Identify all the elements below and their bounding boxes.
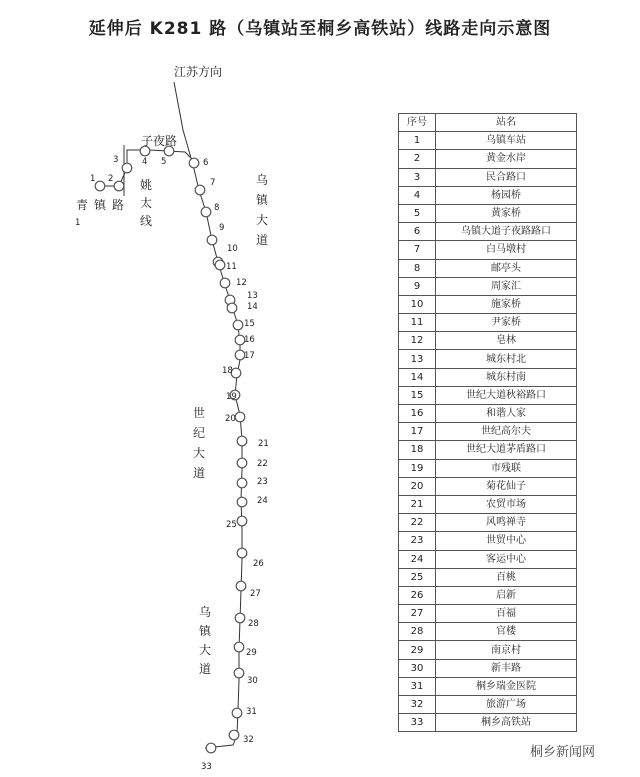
table-row [399,277,577,295]
station-seq: 31 [399,677,436,695]
road-label-yaotai: 姚太线 [140,178,153,228]
station-seq: 7 [399,241,436,259]
station-seq: 15 [399,386,436,404]
station-marker [237,458,247,468]
station-marker [227,303,237,313]
station-marker [201,207,211,217]
station-number-label: 26 [253,559,264,569]
station-name: 桐乡瑞金医院 [436,677,577,695]
station-marker [237,436,247,446]
station-number-label: 23 [257,477,268,487]
station-number-label: 5 [161,157,167,167]
station-number-label: 27 [250,589,261,599]
station-marker [229,730,239,740]
station-seq: 10 [399,295,436,313]
table-row [399,314,577,332]
station-seq: 30 [399,659,436,677]
table-row [399,368,577,386]
station-number-label: 33 [201,762,212,772]
station-name: 百桃 [436,568,577,586]
station-marker [237,548,247,558]
station-marker [233,320,243,330]
station-number-label: 31 [246,707,257,717]
station-number-label: 1 [90,174,96,184]
station-seq: 21 [399,495,436,513]
table-row [399,150,577,168]
station-name: 世贸中心 [436,532,577,550]
station-name: 新丰路 [436,659,577,677]
station-marker [235,613,245,623]
station-seq: 8 [399,259,436,277]
station-name: 官楼 [436,623,577,641]
table-row [399,514,577,532]
station-name: 杨园桥 [436,186,577,204]
station-name: 风鸣禅寺 [436,514,577,532]
table-row [399,477,577,495]
station-name: 周家汇 [436,277,577,295]
station-number-label: 9 [219,223,225,233]
station-marker [215,260,225,270]
table-row [399,677,577,695]
station-name: 白马墩村 [436,241,577,259]
station-name: 世纪大道秋裕路口 [436,386,577,404]
table-row [399,659,577,677]
station-table [398,113,577,732]
station-number-label: 18 [222,366,233,376]
table-row [399,441,577,459]
station-number-label: 2 [108,174,114,184]
station-number-label: 13 [247,291,258,301]
station-name: 民合路口 [436,168,577,186]
station-seq: 26 [399,586,436,604]
station-number-label: 4 [142,157,148,167]
station-seq: 1 [399,132,436,150]
station-seq: 18 [399,441,436,459]
station-seq: 17 [399,423,436,441]
station-seq: 3 [399,168,436,186]
table-row [399,223,577,241]
station-seq: 4 [399,186,436,204]
direction-label: 江苏方向 [174,65,223,79]
table-row [399,586,577,604]
station-name: 桐乡高铁站 [436,714,577,732]
station-marker [195,185,205,195]
table-row [399,332,577,350]
station-number-label: 12 [236,278,247,288]
station-marker [237,497,247,507]
station-marker [114,181,124,191]
station-number-label: 7 [210,178,216,188]
station-marker [220,278,230,288]
col-header-seq: 序号 [399,114,436,132]
table-row [399,405,577,423]
station-number-label: 29 [246,648,257,658]
station-marker [237,516,247,526]
station-marker [189,158,199,168]
table-row [399,495,577,513]
table-row [399,168,577,186]
table-row [399,623,577,641]
station-name: 黄金水岸 [436,150,577,168]
station-marker [122,163,132,173]
station-name: 尹家桥 [436,314,577,332]
station-marker [236,581,246,591]
station-name: 邮亭头 [436,259,577,277]
road-label-ziye: 子夜路 [141,134,178,148]
station-name: 世纪高尔夫 [436,423,577,441]
col-header-name: 站名 [436,114,577,132]
table-row [399,641,577,659]
station-seq: 19 [399,459,436,477]
table-row [399,241,577,259]
station-seq: 28 [399,623,436,641]
station-number-label: 28 [248,619,259,629]
station-seq: 11 [399,314,436,332]
station-seq: 25 [399,568,436,586]
station-number-label: 3 [113,155,119,165]
road-label-wuzhen-lower: 乌镇大道 [199,605,212,676]
station-seq: 27 [399,605,436,623]
station-seq: 2 [399,150,436,168]
road-label-qingzhen: 青 镇 路 [76,198,125,212]
station-seq: 5 [399,204,436,222]
table-row [399,605,577,623]
watermark: 桐乡新闻网 [527,741,598,760]
station-name: 百福 [436,605,577,623]
table-row [399,568,577,586]
road-label-wuzhen-upper: 乌镇大道 [256,173,269,247]
table-row [399,696,577,714]
station-seq: 29 [399,641,436,659]
station-marker [95,181,105,191]
table-row [399,204,577,222]
table-row [399,350,577,368]
road-label-shiji: 世纪大道 [193,406,206,480]
table-header-row [399,114,577,132]
station-seq: 24 [399,550,436,568]
station-number-label: 11 [226,262,237,272]
station-marker [235,412,245,422]
station-name: 施家桥 [436,295,577,313]
station-number-label: 14 [247,302,258,312]
station-name: 城东村南 [436,368,577,386]
station-marker [232,708,242,718]
station-name: 皂林 [436,332,577,350]
table-row [399,259,577,277]
station-number-label: 10 [227,244,238,254]
station-number-label: 24 [257,496,268,506]
station-number-label: 19 [226,392,237,402]
station-seq: 22 [399,514,436,532]
station-number-label: 22 [257,459,268,469]
station-name: 乌镇车站 [436,132,577,150]
station-name: 农贸市场 [436,495,577,513]
station-seq: 14 [399,368,436,386]
table-row [399,295,577,313]
station-number-label: 1 [75,218,81,228]
station-number-label: 8 [214,203,220,213]
station-seq: 33 [399,714,436,732]
station-seq: 6 [399,223,436,241]
station-marker [237,478,247,488]
station-marker [234,642,244,652]
table-row [399,423,577,441]
table-row [399,550,577,568]
table-row [399,532,577,550]
table-row [399,459,577,477]
station-seq: 9 [399,277,436,295]
station-name: 旅游广场 [436,696,577,714]
station-number-label: 17 [244,351,255,361]
station-name: 菊花仙子 [436,477,577,495]
station-name: 乌镇大道子夜路路口 [436,223,577,241]
station-seq: 32 [399,696,436,714]
station-name: 黄家桥 [436,204,577,222]
station-seq: 16 [399,405,436,423]
station-seq: 12 [399,332,436,350]
station-seq: 13 [399,350,436,368]
page-title: 延伸后 K281 路（乌镇站至桐乡高铁站）线路走向示意图 [88,19,552,39]
table-row [399,714,577,732]
station-name: 世纪大道茅盾路口 [436,441,577,459]
station-name: 城东村北 [436,350,577,368]
station-number-label: 15 [244,319,255,329]
station-name: 启新 [436,586,577,604]
station-seq: 23 [399,532,436,550]
station-name: 南京村 [436,641,577,659]
station-seq: 20 [399,477,436,495]
station-name: 和谐人家 [436,405,577,423]
table-row [399,386,577,404]
station-name: 客运中心 [436,550,577,568]
station-marker [207,235,217,245]
station-number-label: 6 [203,158,209,168]
station-number-label: 25 [226,520,237,530]
station-number-label: 21 [258,439,269,449]
table-row [399,186,577,204]
station-name: 市残联 [436,459,577,477]
station-number-label: 30 [247,676,258,686]
station-marker [206,743,216,753]
station-number-label: 20 [225,414,236,424]
station-number-label: 32 [243,735,254,745]
station-marker [234,668,244,678]
station-number-label: 16 [244,335,255,345]
table-row [399,132,577,150]
